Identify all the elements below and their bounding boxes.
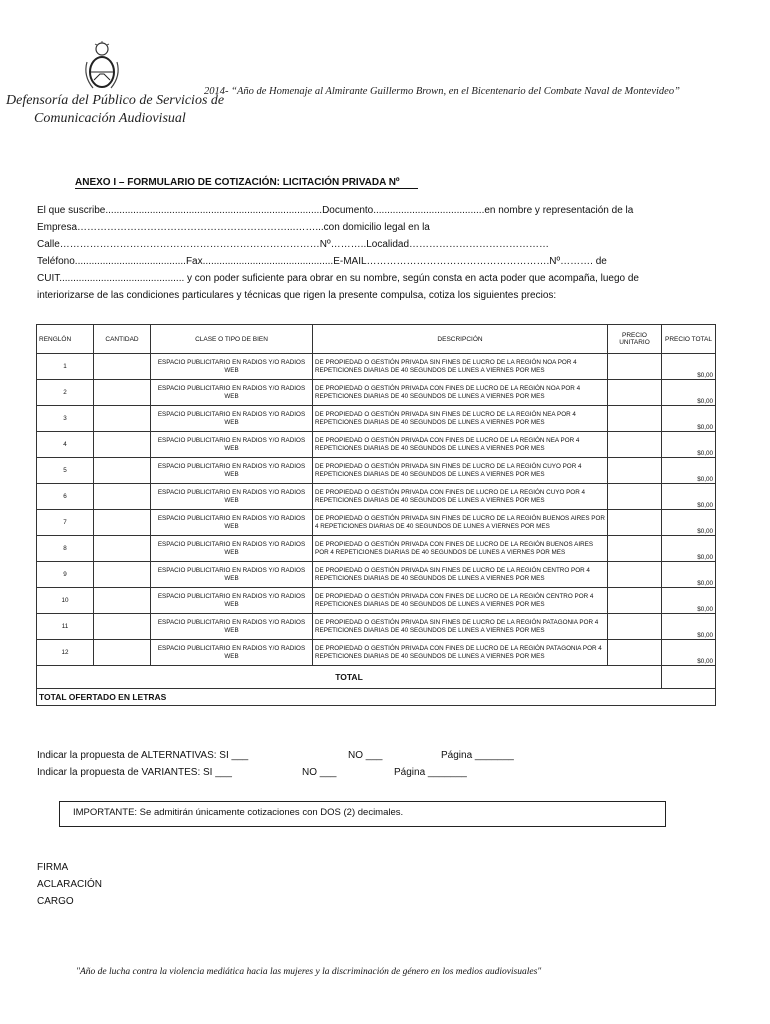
cantidad-cell[interactable] xyxy=(94,432,151,458)
descripcion-cell: DE PROPIEDAD O GESTIÓN PRIVADA SIN FINES DE LUCRO DE LA REGIÓN CENTRO POR 4 REPETICIONES DIARIAS DE 40 SEGUNDOS DE LUNES A VIERNES POR MES xyxy=(313,562,608,588)
renglon-cell: 9 xyxy=(37,562,94,588)
alternativas-no[interactable]: NO ___ xyxy=(348,750,383,761)
renglon-cell: 1 xyxy=(37,354,94,380)
precio-unitario-cell[interactable] xyxy=(608,484,662,510)
clase-cell: ESPACIO PUBLICITARIO EN RADIOS Y/O RADIOS WEB xyxy=(151,432,313,458)
header-descripcion: DESCRIPCIÓN xyxy=(313,325,608,354)
form-line-calle: Calle……………………………………………………………………Nº………..Localidad…………………………………… xyxy=(37,239,550,250)
cantidad-cell[interactable] xyxy=(94,380,151,406)
clase-cell: ESPACIO PUBLICITARIO EN RADIOS Y/O RADIOS WEB xyxy=(151,614,313,640)
signature-cargo: CARGO xyxy=(37,896,74,907)
table-row xyxy=(37,562,716,588)
clase-cell: ESPACIO PUBLICITARIO EN RADIOS Y/O RADIOS WEB xyxy=(151,536,313,562)
precio-total-cell: $0,00 xyxy=(662,510,716,536)
important-notice: IMPORTANTE: Se admitirán únicamente cotizaciones con DOS (2) decimales. xyxy=(59,801,666,827)
alternativas-pagina[interactable]: Página _______ xyxy=(441,750,514,761)
renglon-cell: 6 xyxy=(37,484,94,510)
header-precio-unitario: PRECIO UNITARIO xyxy=(608,325,662,354)
precio-unitario-cell[interactable] xyxy=(608,354,662,380)
precio-unitario-cell[interactable] xyxy=(608,640,662,666)
table-row xyxy=(37,510,716,536)
renglon-cell: 12 xyxy=(37,640,94,666)
table-row xyxy=(37,458,716,484)
variantes-no[interactable]: NO ___ xyxy=(302,767,337,778)
precio-total-cell: $0,00 xyxy=(662,640,716,666)
form-line-telefono: Teléfono........................................Fax...............................................E-MAIL……………………………………………….Nº………. de xyxy=(37,256,607,267)
precio-total-cell: $0,00 xyxy=(662,484,716,510)
precio-unitario-cell[interactable] xyxy=(608,432,662,458)
signature-aclaracion: ACLARACIÓN xyxy=(37,879,103,890)
quotation-table xyxy=(36,324,716,706)
cantidad-cell[interactable] xyxy=(94,406,151,432)
precio-unitario-cell[interactable] xyxy=(608,458,662,484)
header-renglon: RENGLÓN xyxy=(37,325,94,354)
renglon-cell: 2 xyxy=(37,380,94,406)
clase-cell: ESPACIO PUBLICITARIO EN RADIOS Y/O RADIOS WEB xyxy=(151,510,313,536)
clase-cell: ESPACIO PUBLICITARIO EN RADIOS Y/O RADIOS WEB xyxy=(151,354,313,380)
header-precio-total: PRECIO TOTAL xyxy=(662,325,716,354)
descripcion-cell: DE PROPIEDAD O GESTIÓN PRIVADA CON FINES DE LUCRO DE LA REGIÓN CUYO POR 4 REPETICIONES DIARIAS DE 40 SEGUNDOS DE LUNES A VIERNES POR MES xyxy=(313,484,608,510)
descripcion-cell: DE PROPIEDAD O GESTIÓN PRIVADA CON FINES DE LUCRO DE LA REGIÓN CENTRO POR 4 REPETICIONES DIARIAS DE 40 SEGUNDOS DE LUNES A VIERNES POR MES xyxy=(313,588,608,614)
form-line-suscribe: El que suscribe..............................................................................Documento........................................en nombre y representación de la xyxy=(37,205,634,216)
total-letras-row xyxy=(37,689,716,706)
precio-total-cell: $0,00 xyxy=(662,354,716,380)
organization-name-line2: Comunicación Audiovisual xyxy=(34,111,186,126)
renglon-cell: 11 xyxy=(37,614,94,640)
precio-total-cell: $0,00 xyxy=(662,614,716,640)
precio-unitario-cell[interactable] xyxy=(608,614,662,640)
renglon-cell: 7 xyxy=(37,510,94,536)
descripcion-cell: DE PROPIEDAD O GESTIÓN PRIVADA SIN FINES DE LUCRO DE LA REGIÓN PATAGONIA POR 4 REPETICIONES DIARIAS DE 40 SEGUNDOS DE LUNES A VIERNES POR MES xyxy=(313,614,608,640)
signature-firma: FIRMA xyxy=(37,862,69,873)
clase-cell: ESPACIO PUBLICITARIO EN RADIOS Y/O RADIOS WEB xyxy=(151,406,313,432)
header-cantidad: CANTIDAD xyxy=(94,325,151,354)
precio-total-cell: $0,00 xyxy=(662,562,716,588)
total-label: TOTAL xyxy=(37,666,662,689)
table-header-row xyxy=(37,325,716,354)
header-clase: CLASE O TIPO DE BIEN xyxy=(151,325,313,354)
organization-name-line1: Defensoría del Público de Servicios de xyxy=(6,93,225,108)
table-row xyxy=(37,406,716,432)
clase-cell: ESPACIO PUBLICITARIO EN RADIOS Y/O RADIOS WEB xyxy=(151,380,313,406)
variantes-si[interactable]: Indicar la propuesta de VARIANTES: SI ___ xyxy=(37,767,232,778)
precio-total-cell: $0,00 xyxy=(662,406,716,432)
clase-cell: ESPACIO PUBLICITARIO EN RADIOS Y/O RADIOS WEB xyxy=(151,458,313,484)
clase-cell: ESPACIO PUBLICITARIO EN RADIOS Y/O RADIOS WEB xyxy=(151,562,313,588)
form-line-cuit: CUIT............................................. y con poder suficiente para obrar en su nombre, según consta en acta poder que acompaña, luego de xyxy=(37,273,639,284)
cantidad-cell[interactable] xyxy=(94,458,151,484)
annex-title-underline xyxy=(75,188,418,189)
descripcion-cell: DE PROPIEDAD O GESTIÓN PRIVADA CON FINES DE LUCRO DE LA REGIÓN PATAGONIA POR 4 REPETICIONES DIARIAS DE 40 SEGUNDOS DE LUNES A VIERNES POR MES xyxy=(313,640,608,666)
renglon-cell: 5 xyxy=(37,458,94,484)
table-row xyxy=(37,614,716,640)
total-letras-label: TOTAL OFERTADO EN LETRAS xyxy=(37,689,716,706)
precio-unitario-cell[interactable] xyxy=(608,380,662,406)
descripcion-cell: DE PROPIEDAD O GESTIÓN PRIVADA SIN FINES DE LUCRO DE LA REGIÓN BUENOS AIRES POR 4 REPETICIONES DIARIAS DE 40 SEGUNDOS DE LUNES A VIERNES POR MES xyxy=(313,510,608,536)
cantidad-cell[interactable] xyxy=(94,588,151,614)
renglon-cell: 8 xyxy=(37,536,94,562)
descripcion-cell: DE PROPIEDAD O GESTIÓN PRIVADA CON FINES DE LUCRO DE LA REGIÓN NEA POR 4 REPETICIONES DIARIAS DE 40 SEGUNDOS DE LUNES A VIERNES POR MES xyxy=(313,432,608,458)
table-row xyxy=(37,484,716,510)
cantidad-cell[interactable] xyxy=(94,484,151,510)
table-row xyxy=(37,354,716,380)
descripcion-cell: DE PROPIEDAD O GESTIÓN PRIVADA CON FINES DE LUCRO DE LA REGIÓN NOA POR 4 REPETICIONES DIARIAS DE 40 SEGUNDOS DE LUNES A VIERNES POR MES xyxy=(313,380,608,406)
cantidad-cell[interactable] xyxy=(94,510,151,536)
descripcion-cell: DE PROPIEDAD O GESTIÓN PRIVADA SIN FINES DE LUCRO DE LA REGIÓN CUYO POR 4 REPETICIONES DIARIAS DE 40 SEGUNDOS DE LUNES A VIERNES POR MES xyxy=(313,458,608,484)
national-seal-icon xyxy=(82,40,122,92)
total-row xyxy=(37,666,716,689)
precio-unitario-cell[interactable] xyxy=(608,536,662,562)
total-value-cell[interactable] xyxy=(662,666,716,689)
table-row xyxy=(37,380,716,406)
descripcion-cell: DE PROPIEDAD O GESTIÓN PRIVADA SIN FINES DE LUCRO DE LA REGIÓN NOA POR 4 REPETICIONES DIARIAS DE 40 SEGUNDOS DE LUNES A VIERNES POR MES xyxy=(313,354,608,380)
precio-unitario-cell[interactable] xyxy=(608,562,662,588)
cantidad-cell[interactable] xyxy=(94,562,151,588)
precio-total-cell: $0,00 xyxy=(662,458,716,484)
cantidad-cell[interactable] xyxy=(94,536,151,562)
precio-unitario-cell[interactable] xyxy=(608,406,662,432)
cantidad-cell[interactable] xyxy=(94,354,151,380)
table-row xyxy=(37,640,716,666)
organization-name xyxy=(6,92,224,128)
variantes-pagina[interactable]: Página _______ xyxy=(394,767,467,778)
precio-unitario-cell[interactable] xyxy=(608,588,662,614)
cantidad-cell[interactable] xyxy=(94,640,151,666)
precio-total-cell: $0,00 xyxy=(662,588,716,614)
cantidad-cell[interactable] xyxy=(94,614,151,640)
alternativas-si[interactable]: Indicar la propuesta de ALTERNATIVAS: SI ___ xyxy=(37,750,249,761)
form-line-cotiza: interiorizarse de las condiciones particulares y técnicas que rigen la presente compulsa, cotiza los siguientes precios: xyxy=(37,290,557,301)
footer-motto: "Año de lucha contra la violencia mediática hacia las mujeres y la discriminación de género en los medios audiovisuales" xyxy=(76,967,542,977)
descripcion-cell: DE PROPIEDAD O GESTIÓN PRIVADA CON FINES DE LUCRO DE LA REGIÓN BUENOS AIRES POR 4 REPETICIONES DIARIAS DE 40 SEGUNDOS DE LUNES A VIERNES POR MES xyxy=(313,536,608,562)
descripcion-cell: DE PROPIEDAD O GESTIÓN PRIVADA SIN FINES DE LUCRO DE LA REGIÓN NEA POR 4 REPETICIONES DIARIAS DE 40 SEGUNDOS DE LUNES A VIERNES POR MES xyxy=(313,406,608,432)
clase-cell: ESPACIO PUBLICITARIO EN RADIOS Y/O RADIOS WEB xyxy=(151,588,313,614)
clase-cell: ESPACIO PUBLICITARIO EN RADIOS Y/O RADIOS WEB xyxy=(151,640,313,666)
year-motto: 2014- “Año de Homenaje al Almirante Guillermo Brown, en el Bicentenario del Combate Naval de Montevideo” xyxy=(204,86,680,97)
table-row xyxy=(37,588,716,614)
clase-cell: ESPACIO PUBLICITARIO EN RADIOS Y/O RADIOS WEB xyxy=(151,484,313,510)
renglon-cell: 4 xyxy=(37,432,94,458)
precio-total-cell: $0,00 xyxy=(662,432,716,458)
precio-total-cell: $0,00 xyxy=(662,380,716,406)
precio-total-cell: $0,00 xyxy=(662,536,716,562)
annex-title: ANEXO I – FORMULARIO DE COTIZACIÓN: LICITACIÓN PRIVADA Nº xyxy=(75,177,400,188)
form-line-empresa: Empresa………………………………………………………...……...con domicilio legal en la xyxy=(37,222,430,233)
renglon-cell: 3 xyxy=(37,406,94,432)
precio-unitario-cell[interactable] xyxy=(608,510,662,536)
renglon-cell: 10 xyxy=(37,588,94,614)
table-row xyxy=(37,432,716,458)
table-row xyxy=(37,536,716,562)
